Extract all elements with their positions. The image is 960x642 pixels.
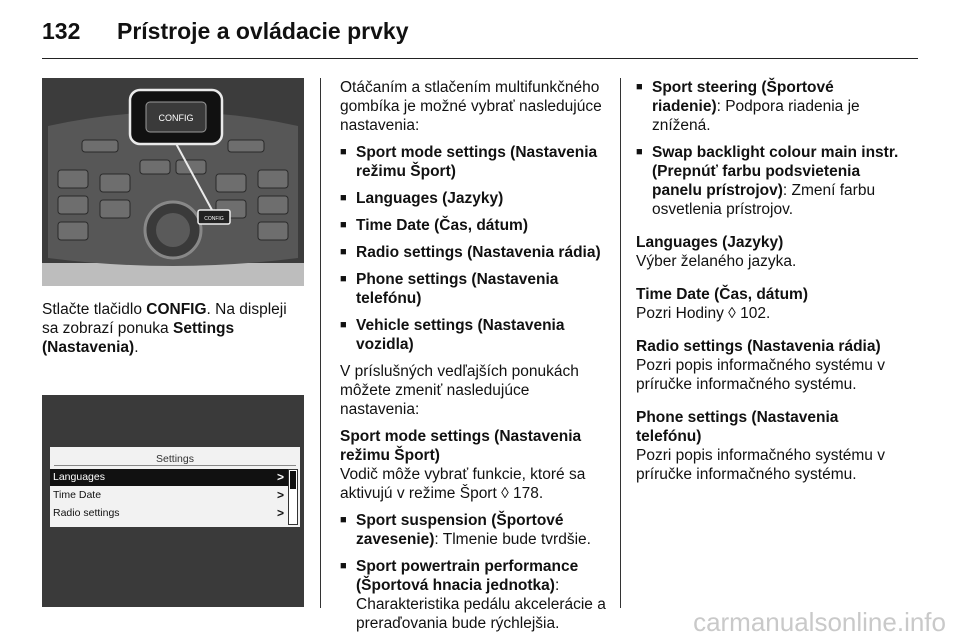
header-divider	[42, 58, 918, 59]
column-divider-2	[620, 78, 621, 608]
list-item: ■ Sport steering (Športové riadenie): Podpora riadenia je znížená.	[636, 79, 860, 134]
section-heading: Time Date (Čas, dátum)	[636, 286, 808, 303]
section-text: Vodič môže vybrať funkcie, ktoré sa aktivujú v režime Šport ◊ 178.	[340, 466, 586, 502]
chevron-right-icon: >	[276, 470, 284, 484]
config-button-small-label: CONFIG	[204, 216, 224, 222]
submenu-text: V príslušných vedľajších ponukách môžete zmeniť nasledujúce nastavenia:	[340, 363, 579, 418]
control-panel-photo	[42, 78, 304, 286]
settings-display-image	[42, 395, 304, 607]
list-item: ■ Time Date (Čas, dátum)	[340, 217, 528, 234]
list-item: ■ Vehicle settings (Nastavenia vozidla)	[340, 317, 565, 353]
column-right	[636, 78, 906, 492]
page-title: Prístroje a ovládacie prvky	[117, 18, 409, 44]
control-panel-illustration	[42, 78, 304, 286]
list-item: ■ Swap backlight colour main instr. (Prepnúť farbu podsvietenia panelu prístrojov): Zmení farbu osvetlenia prístrojov.	[636, 144, 899, 218]
section-heading: Radio settings (Nastavenia rádia)	[636, 338, 881, 355]
intro-text: Otáčaním a stlačením multifunkčného gombíka je možné vybrať nasledujúce nastavenia:	[340, 79, 602, 134]
column-middle	[340, 78, 610, 641]
section-heading: Phone settings (Nastavenia telefónu)	[636, 409, 839, 445]
section-heading: Languages (Jazyky)	[636, 234, 784, 251]
chevron-right-icon: >	[276, 488, 284, 502]
section-text: Pozri popis informačného systému v príručke informačného systému.	[636, 357, 885, 393]
chevron-right-icon: >	[276, 506, 284, 520]
caption-config: Stlačte tlačidlo CONFIG. Na displeji sa zobrazí ponuka Settings (Nastavenia).	[42, 301, 287, 356]
list-item: ■ Sport mode settings (Nastavenia režimu Šport)	[340, 144, 598, 180]
list-item: ■ Sport powertrain performance (Športová hnacia jednotka): Charakteristika pedálu akcelerácie a preraďovania bude rýchlejšia.	[340, 558, 606, 632]
settings-scrollbar	[288, 469, 298, 525]
settings-row-radio: Radio settings >	[53, 506, 284, 520]
config-button-label: CONFIG	[158, 113, 194, 123]
settings-row-languages: Languages >	[50, 469, 288, 486]
watermark: carmanualsonline.info	[693, 607, 946, 637]
column-left	[42, 78, 304, 607]
settings-screen	[50, 447, 300, 527]
list-item: ■ Languages (Jazyky)	[340, 190, 504, 207]
list-item: ■ Sport suspension (Športové zavesenie): Tlmenie bude tvrdšie.	[340, 512, 591, 548]
page-header	[42, 16, 918, 56]
section-text: Pozri popis informačného systému v príručke informačného systému.	[636, 447, 885, 483]
column-divider-1	[320, 78, 321, 608]
settings-row-time-date: Time Date >	[53, 488, 284, 502]
section-heading: Sport mode settings (Nastavenia režimu Šport)	[340, 428, 582, 464]
section-text: Pozri Hodiny ◊ 102.	[636, 305, 771, 322]
list-item: ■ Radio settings (Nastavenia rádia)	[340, 244, 601, 261]
section-text: Výber želaného jazyka.	[636, 253, 797, 270]
settings-screen-title: Settings	[156, 453, 194, 465]
page-number: 132	[42, 18, 81, 44]
list-item: ■ Phone settings (Nastavenia telefónu)	[340, 271, 559, 307]
